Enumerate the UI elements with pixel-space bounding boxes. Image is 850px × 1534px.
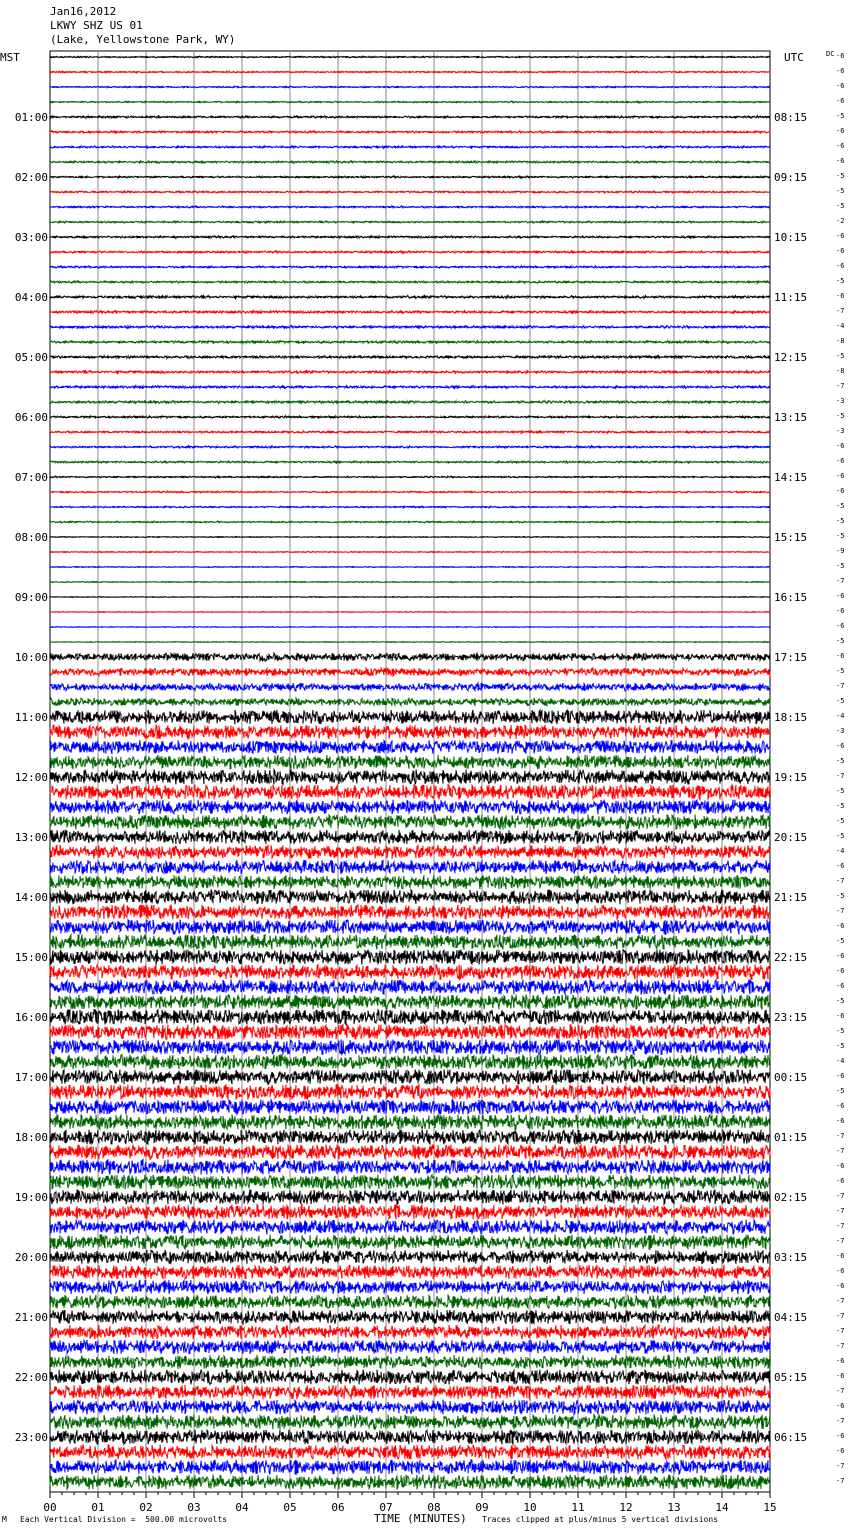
trace-offset-label: -6 [836,67,845,75]
x-tick-label: 04 [235,1501,249,1514]
utc-hour-label: 01:15 [774,1131,808,1144]
scale-note: Each Vertical Division = 500.00 microvolts [20,1515,228,1524]
x-tick-label: 13 [667,1501,681,1514]
seismic-trace [50,176,770,178]
seismic-trace [50,1415,770,1430]
seismic-trace [50,86,770,87]
trace-offset-label: -8 [836,337,845,345]
mst-hour-label: 21:00 [14,1311,48,1324]
utc-hour-label: 05:15 [774,1371,808,1384]
left-timezone-label: MST [0,51,20,64]
utc-hour-label: 14:15 [774,471,808,484]
trace-offset-label: -6 [836,1117,845,1125]
trace-offset-label: -7 [836,1237,845,1245]
seismic-trace [50,341,770,343]
x-tick-label: 14 [715,1501,729,1514]
trace-offset-label: -5 [836,172,845,180]
mst-hour-label: 11:00 [14,711,48,724]
corner-mark: M [2,1515,7,1524]
trace-offset-label: -5 [836,202,845,210]
x-tick-label: 02 [139,1501,153,1514]
trace-offset-label: -6 [836,982,845,990]
seismic-trace [50,597,770,598]
seismic-trace [50,1280,770,1294]
seismic-trace [50,830,770,844]
trace-offset-label: -6 [836,1447,845,1455]
mst-hour-label: 04:00 [14,291,48,304]
trace-offset-label: -3 [836,427,845,435]
seismic-trace [50,101,770,102]
seismic-trace [50,236,770,238]
trace-offset-label: -5 [836,517,845,525]
trace-offset-label: -7 [836,1417,845,1425]
seismic-trace [50,1475,770,1490]
x-tick-label: 11 [571,1501,585,1514]
mst-hour-label: 08:00 [14,531,48,544]
seismic-trace [50,1370,770,1385]
utc-hour-label: 11:15 [774,291,808,304]
seismic-trace [50,1310,770,1324]
utc-hour-label: 09:15 [774,171,808,184]
utc-hour-label: 08:15 [774,111,808,124]
seismic-trace [50,1055,770,1070]
seismic-trace [50,905,770,920]
trace-offset-label: -7 [836,1342,845,1350]
trace-offset-label: -7 [836,877,845,885]
seismic-trace [50,1355,770,1369]
seismic-trace [50,71,770,72]
seismic-trace [50,740,770,754]
trace-offset-label: -6 [836,1432,845,1440]
x-tick-label: 09 [475,1501,489,1514]
trace-offset-label: -6 [836,487,845,495]
trace-offset-label: -6 [836,142,845,150]
seismic-trace [50,311,770,313]
seismic-trace [50,221,770,223]
trace-offset-label: -6 [836,922,845,930]
header-station: LKWY SHZ US 01 [50,19,143,32]
seismic-trace [50,206,770,208]
trace-offset-label: -7 [836,1207,845,1215]
trace-offset-label: -5 [836,352,845,360]
seismic-trace [50,281,770,283]
trace-offset-label: -7 [836,1192,845,1200]
seismic-trace [50,1325,770,1339]
mst-hour-label: 09:00 [14,591,48,604]
x-tick-label: 05 [283,1501,297,1514]
utc-hour-label: 16:15 [774,591,808,604]
mst-hour-label: 01:00 [14,111,48,124]
seismic-trace [50,845,770,859]
mst-hour-label: 16:00 [14,1011,48,1024]
mst-hour-label: 06:00 [14,411,48,424]
seismic-trace [50,965,770,980]
trace-offset-label: -6 [836,1402,845,1410]
trace-offset-label: -7 [836,1327,845,1335]
trace-offset-label: -5 [836,1027,845,1035]
seismic-trace [50,461,770,463]
trace-offset-label: -5 [836,892,845,900]
seismic-trace [50,755,770,769]
seismic-trace [50,476,770,477]
utc-hour-label: 13:15 [774,411,808,424]
seismic-trace [50,950,770,965]
seismic-trace [50,710,770,724]
mst-hour-label: 13:00 [14,831,48,844]
trace-offset-label: -6 [836,457,845,465]
seismic-trace [50,266,770,268]
trace-offset-label: -6 [836,742,845,750]
seismic-trace [50,1085,770,1100]
utc-hour-label: 03:15 [774,1251,808,1264]
seismic-trace [50,251,770,253]
seismic-trace [50,1010,770,1025]
seismic-trace [50,935,770,950]
trace-offset-label: -8 [836,367,845,375]
mst-hour-label: 18:00 [14,1131,48,1144]
seismic-trace [50,1430,770,1445]
seismic-trace [50,446,770,448]
seismic-trace [50,146,770,148]
trace-offset-label: -7 [836,1477,845,1485]
mst-hour-label: 15:00 [14,951,48,964]
mst-hour-label: 22:00 [14,1371,48,1384]
trace-offset-label: -6 [836,607,845,615]
trace-offset-label: -6 [836,1252,845,1260]
seismic-trace [50,1175,770,1190]
trace-offset-label: -6 [836,247,845,255]
x-tick-label: 00 [43,1501,57,1514]
seismic-trace [50,875,770,889]
seismic-trace [50,537,770,538]
mst-hour-label: 03:00 [14,231,48,244]
seismic-trace [50,1265,770,1279]
utc-hour-label: 17:15 [774,651,808,664]
trace-offset-label: -3 [836,727,845,735]
seismic-trace [50,1340,770,1354]
trace-offset-label: -5 [836,502,845,510]
trace-offset-label: -5 [836,277,845,285]
seismic-trace [50,627,770,628]
utc-hour-label: 02:15 [774,1191,808,1204]
trace-offset-label: -5 [836,802,845,810]
mst-hour-label: 19:00 [14,1191,48,1204]
seismic-trace [50,1460,770,1475]
seismic-trace [50,698,770,706]
seismic-trace [50,770,770,785]
seismic-trace [50,1235,770,1250]
seismic-trace [50,653,770,661]
seismic-trace [50,521,770,522]
x-tick-label: 07 [379,1501,393,1514]
trace-offset-label: -5 [836,817,845,825]
seismic-trace [50,582,770,583]
mst-hour-label: 05:00 [14,351,48,364]
trace-offset-label: -5 [836,187,845,195]
seismic-trace [50,1100,770,1115]
seismic-trace [50,1040,770,1055]
seismic-trace [50,116,770,118]
seismic-trace [50,1130,770,1145]
seismic-trace [50,161,770,163]
seismic-trace [50,386,770,388]
utc-hour-label: 22:15 [774,951,808,964]
x-tick-label: 08 [427,1501,441,1514]
seismic-trace [50,668,770,676]
trace-offset-label: -5 [836,562,845,570]
seismic-trace [50,1250,770,1264]
trace-offset-label: -5 [836,637,845,645]
trace-offset-label: -6 [836,952,845,960]
trace-offset-label: -7 [836,1147,845,1155]
utc-hour-label: 20:15 [774,831,808,844]
trace-offset-label: -7 [836,307,845,315]
trace-offset-label: -5 [836,832,845,840]
trace-offset-label: -7 [836,1222,845,1230]
seismic-trace [50,1295,770,1309]
seismic-trace [50,1385,770,1400]
trace-offset-label: -6 [836,1267,845,1275]
trace-offset-label: -7 [836,772,845,780]
seismic-trace [50,920,770,935]
trace-offset-label: -4 [836,322,845,330]
trace-offset-label: -6 [836,1357,845,1365]
x-axis-label: TIME (MINUTES) [374,1512,467,1525]
seismic-trace [50,642,770,643]
trace-offset-label: -4 [836,847,845,855]
dc-label: DC [826,50,835,58]
trace-offset-label: -7 [836,382,845,390]
mst-hour-label: 23:00 [14,1431,48,1444]
x-tick-label: 06 [331,1501,345,1514]
seismic-trace [50,1160,770,1175]
seismic-trace [50,1190,770,1205]
seismic-trace [50,567,770,568]
right-timezone-label: UTC [784,51,804,64]
trace-offset-label: -5 [836,757,845,765]
mst-hour-label: 12:00 [14,771,48,784]
trace-offset-label: -5 [836,412,845,420]
trace-offset-label: -6 [836,1372,845,1380]
seismic-trace [50,980,770,995]
seismic-trace [50,1400,770,1415]
trace-offset-label: -7 [836,1297,845,1305]
trace-offset-label: -7 [836,682,845,690]
utc-hour-label: 18:15 [774,711,808,724]
seismic-trace [50,1025,770,1040]
trace-offset-label: -5 [836,997,845,1005]
trace-offset-label: -7 [836,907,845,915]
trace-offset-label: -7 [836,1312,845,1320]
trace-offset-label: -6 [836,157,845,165]
utc-hour-label: 10:15 [774,231,808,244]
seismic-trace [50,296,770,298]
seismic-trace [50,431,770,433]
seismic-trace [50,356,770,358]
seismic-trace [50,800,770,815]
x-tick-label: 12 [619,1501,633,1514]
seismic-trace [50,131,770,133]
x-tick-label: 15 [763,1501,777,1514]
header-location: (Lake, Yellowstone Park, WY) [50,33,236,46]
trace-offset-label: -6 [836,1072,845,1080]
seismic-trace [50,191,770,193]
mst-hour-label: 02:00 [14,171,48,184]
seismic-trace [50,785,770,800]
trace-offset-label: -6 [836,262,845,270]
seismic-trace [50,1220,770,1235]
seismic-trace [50,995,770,1010]
trace-offset-label: -6 [836,622,845,630]
utc-hour-label: 23:15 [774,1011,808,1024]
trace-offset-label: -5 [836,667,845,675]
seismic-trace [50,1070,770,1085]
trace-offset-label: -6 [836,97,845,105]
trace-offset-label: -6 [836,652,845,660]
trace-offset-label: -6 [836,1162,845,1170]
mst-hour-label: 17:00 [14,1071,48,1084]
trace-offset-label: -5 [836,1042,845,1050]
trace-offset-label: -5 [836,1087,845,1095]
trace-offset-label: -6 [836,442,845,450]
trace-offset-label: -4 [836,712,845,720]
mst-hour-label: 07:00 [14,471,48,484]
trace-offset-label: -6 [836,1102,845,1110]
trace-offset-label: -6 [836,967,845,975]
seismic-trace [50,860,770,874]
header-date: Jan16,2012 [50,5,117,18]
seismic-trace [50,506,770,507]
trace-offset-label: -6 [836,1177,845,1185]
trace-offset-label: -6 [836,52,845,60]
utc-hour-label: 15:15 [774,531,808,544]
seismic-trace [50,491,770,492]
mst-hour-label: 20:00 [14,1251,48,1264]
seismic-trace [50,890,770,905]
utc-hour-label: 21:15 [774,891,808,904]
utc-hour-label: 12:15 [774,351,808,364]
mst-hour-label: 14:00 [14,891,48,904]
trace-offset-label: -6 [836,1012,845,1020]
trace-offset-label: -4 [836,1057,845,1065]
mst-hour-label: 10:00 [14,651,48,664]
trace-offset-label: -7 [836,1387,845,1395]
trace-offset-label: -5 [836,112,845,120]
trace-offset-label: -6 [836,82,845,90]
seismic-trace [50,1205,770,1220]
trace-offset-label: -6 [836,472,845,480]
trace-offset-label: -5 [836,697,845,705]
trace-offset-label: -7 [836,1132,845,1140]
seismic-trace [50,416,770,418]
trace-offset-label: -6 [836,862,845,870]
trace-offset-label: -3 [836,397,845,405]
seismic-trace [50,1445,770,1460]
seismic-trace [50,552,770,553]
trace-offset-label: -6 [836,232,845,240]
trace-offset-label: -7 [836,577,845,585]
x-tick-label: 10 [523,1501,537,1514]
seismic-trace [50,371,770,373]
trace-offset-label: -6 [836,127,845,135]
trace-offset-label: -6 [836,292,845,300]
seismic-trace [50,401,770,403]
seismic-trace [50,1115,770,1130]
seismic-trace [50,612,770,613]
trace-offset-label: -7 [836,1462,845,1470]
trace-offset-label: -2 [836,217,845,225]
trace-offset-label: -9 [836,547,845,555]
trace-offset-label: -5 [836,532,845,540]
trace-offset-label: -6 [836,1282,845,1290]
seismic-trace [50,725,770,739]
x-tick-label: 03 [187,1501,201,1514]
trace-offset-label: -6 [836,592,845,600]
utc-hour-label: 00:15 [774,1071,808,1084]
utc-hour-label: 04:15 [774,1311,808,1324]
utc-hour-label: 19:15 [774,771,808,784]
seismic-trace [50,815,770,830]
seismic-trace [50,683,770,691]
seismic-trace [50,56,770,57]
seismic-trace [50,1145,770,1160]
seismic-trace [50,326,770,328]
utc-hour-label: 06:15 [774,1431,808,1444]
trace-offset-label: -5 [836,937,845,945]
x-tick-label: 01 [91,1501,105,1514]
trace-offset-label: -5 [836,787,845,795]
clip-note: Traces clipped at plus/minus 5 vertical divisions [482,1515,719,1524]
